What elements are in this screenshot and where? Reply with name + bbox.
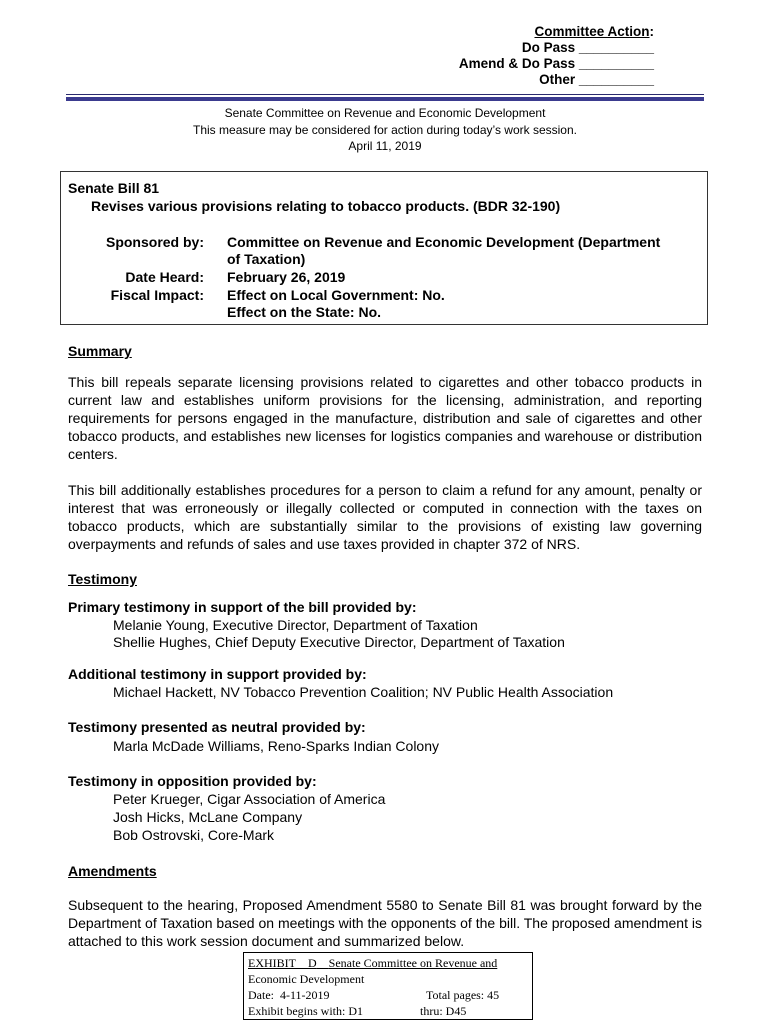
exhibit-thru: thru: D45	[420, 1004, 467, 1018]
fiscal-local: Effect on Local Government: No.	[227, 287, 445, 303]
primary-testimony-name: Shellie Hughes, Chief Deputy Executive Director, Department of Taxation	[113, 634, 565, 650]
opposition-testimony-name: Bob Ostrovski, Core-Mark	[113, 827, 275, 843]
exhibit-stamp	[243, 952, 533, 1020]
primary-testimony-heading: Primary testimony in support of the bill provided by:	[68, 599, 417, 615]
summary-paragraph-1: This bill repeals separate licensing provisions related to cigarettes and other tobacco products in current law and establishes uniform provisions for the licensing, administration, and reporting requirements for persons engaged in the manufacture, distribution and sale of cigarettes and other tobacco products, and establishes new licenses for logistics companies and warehouse or distribution centers.	[68, 374, 702, 462]
sponsor-line-1: Committee on Revenue and Economic Development (Department	[227, 234, 661, 250]
amendments-paragraph: Subsequent to the hearing, Proposed Amendment 5580 to Senate Bill 81 was brought forward by the Department of Taxation based on meetings with the opponents of the bill. The proposed amendment is attached to this work session document and summarized below.	[68, 897, 702, 949]
additional-testimony-name: Michael Hackett, NV Tobacco Prevention Coalition; NV Public Health Association	[113, 684, 614, 700]
date-heard-value: February 26, 2019	[227, 269, 346, 285]
exhibit-line-2: Economic Development	[248, 972, 365, 986]
amendments-heading: Amendments	[68, 863, 157, 879]
sponsored-by-label: Sponsored by:	[105, 234, 204, 250]
committee-action-title: Committee Action:	[534, 24, 654, 39]
work-session-note: This measure may be considered for action during today’s work session.	[193, 123, 577, 137]
exhibit-line-1: EXHIBIT D Senate Committee on Revenue and	[248, 956, 498, 970]
other-line: Other __________	[539, 72, 654, 87]
opposition-testimony-name: Josh Hicks, McLane Company	[113, 809, 303, 825]
exhibit-total-pages: Total pages: 45	[426, 988, 500, 1002]
bill-number: Senate Bill 81	[68, 180, 160, 196]
neutral-testimony-name: Marla McDade Williams, Reno-Sparks Indian Colony	[113, 738, 440, 754]
do-pass-line: Do Pass __________	[521, 40, 654, 55]
fiscal-impact-label: Fiscal Impact:	[110, 287, 204, 303]
amend-do-pass-line: Amend & Do Pass __________	[458, 56, 654, 71]
sponsor-line-2: of Taxation)	[227, 251, 306, 267]
testimony-heading: Testimony	[68, 571, 137, 587]
bill-title: Revises various provisions relating to tobacco products. (BDR 32-190)	[91, 198, 561, 214]
session-date: April 11, 2019	[348, 139, 422, 153]
neutral-testimony-heading: Testimony presented as neutral provided by:	[68, 719, 366, 735]
additional-testimony-heading: Additional testimony in support provided by:	[68, 666, 367, 682]
summary-paragraph-2: This bill additionally establishes procedures for a person to claim a refund for any amount, penalty or interest that was erroneously or illegally collected or computed in connection with the taxes on tobacco products, which are substantially similar to the provisions of existing law governing overpayments and refunds of sales and use taxes provided in chapter 372 of NRS.	[68, 482, 702, 552]
fiscal-state: Effect on the State: No.	[227, 304, 382, 320]
committee-name: Senate Committee on Revenue and Economic Development	[224, 106, 546, 120]
exhibit-date: Date: 4-11-2019	[248, 988, 330, 1002]
opposition-testimony-name: Peter Krueger, Cigar Association of America	[113, 791, 386, 807]
primary-testimony-name: Melanie Young, Executive Director, Department of Taxation	[113, 617, 478, 633]
header-rule-bottom	[66, 97, 704, 101]
date-heard-label: Date Heard:	[125, 269, 204, 285]
summary-heading: Summary	[68, 343, 132, 359]
opposition-testimony-heading: Testimony in opposition provided by:	[68, 773, 317, 789]
header-rule-top	[66, 94, 704, 95]
exhibit-begins: Exhibit begins with: D1	[248, 1004, 364, 1018]
